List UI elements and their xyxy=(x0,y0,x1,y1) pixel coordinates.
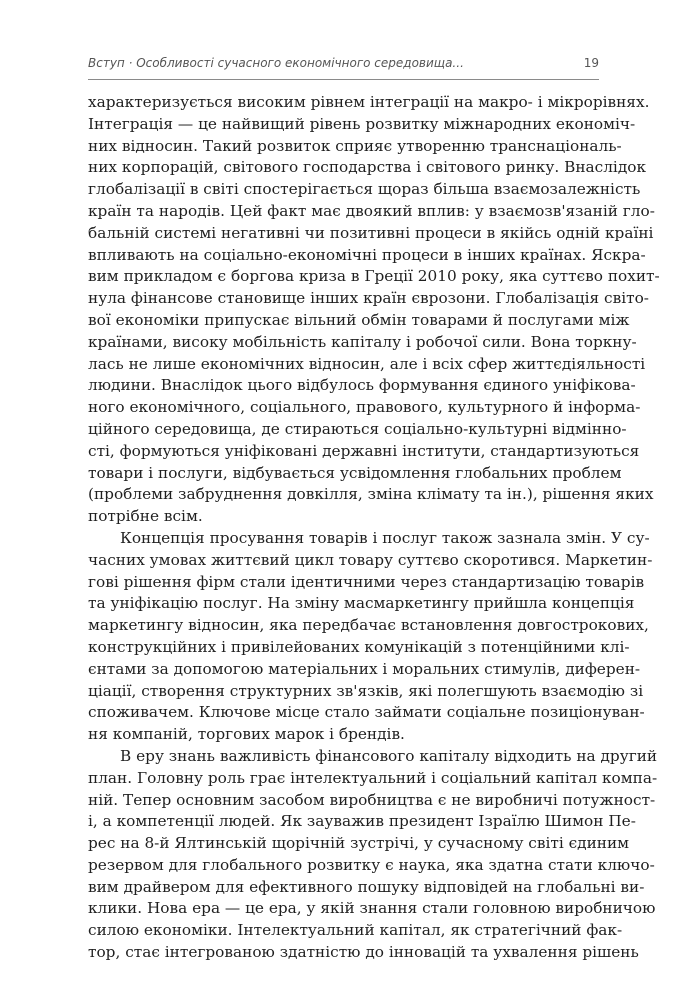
text-line: план. Головну роль грає інтелектуальний і соціальний капітал компа- xyxy=(88,768,658,787)
text-line: ня компаній, торгових марок і брендів. xyxy=(88,725,405,744)
text-line: єнтами за допомогою матеріальних і моральних стимулів, диферен- xyxy=(88,659,641,678)
text-line: часних умовах життєвий цикл товару суттєво скоротився. Маркетин- xyxy=(88,550,653,569)
text-line: потрібне всім. xyxy=(88,507,203,526)
text-line: нула фінансове становище інших країн єврозони. Глобалізація світо- xyxy=(88,289,649,308)
header-rule xyxy=(88,79,599,80)
text-line: клики. Нова ера — це ера, у якій знання стали головною виробничою xyxy=(88,899,656,918)
text-line: країн та народів. Цей факт має двоякий вплив: у взаємозв'язаній гло- xyxy=(88,201,655,220)
text-line: В еру знань важливість фінансового капіталу відходить на другий xyxy=(120,746,658,765)
text-line: рес на 8-й Ялтинській щорічній зустрічі, у сучасному світі єдиним xyxy=(88,834,630,853)
text-line: них відносин. Такий розвиток сприяє утворенню транснаціональ- xyxy=(88,136,622,155)
text-line: ній. Тепер основним засобом виробництва є не виробничі потужност- xyxy=(88,790,656,809)
page-number: 19 xyxy=(583,56,599,70)
text-line: ційного середовища, де стираються соціально-культурні відмінно- xyxy=(88,419,627,438)
text-line: ціації, створення структурних зв'язків, які полегшують взаємодію зі xyxy=(88,681,644,700)
body-text xyxy=(88,92,660,964)
text-line: Концепція просування товарів і послуг також зазнала змін. У су- xyxy=(120,528,650,547)
text-line: силою економіки. Інтелектуальний капітал, як стратегічний фак- xyxy=(88,921,623,940)
text-line: конструкційних і привілейованих комунікацій з потенційними клі- xyxy=(88,637,630,656)
running-title: Вступ · Особливості сучасного економічного середовища... xyxy=(88,56,464,70)
text-line: характеризується високим рівнем інтеграції на макро- і мікрорівнях. xyxy=(88,93,650,111)
text-line: та уніфікацію послуг. На зміну масмаркетингу прийшла концепція xyxy=(88,594,635,613)
text-line: товари і послуги, відбувається усвідомлення глобальних проблем xyxy=(88,463,622,482)
text-line: і, а компетенції людей. Як зауважив президент Ізраїлю Шимон Пе- xyxy=(88,812,636,831)
text-line: тор, стає інтегрованою здатністю до інновацій та ухвалення рішень xyxy=(88,943,639,962)
text-line: людини. Внаслідок цього відбулось формування єдиного уніфікова- xyxy=(88,376,636,395)
text-line: ного економічного, соціального, правового, культурного й інформа- xyxy=(88,398,641,417)
text-line: них корпорацій, світового господарства і світового ринку. Внаслідок xyxy=(88,158,647,177)
paragraph-2 xyxy=(88,528,653,746)
text-line: вим прикладом є боргова криза в Греції 2010 року, яка суттєво похит- xyxy=(88,267,660,286)
text-line: (проблеми забруднення довкілля, зміна клімату та ін.), рішення яких xyxy=(88,485,654,504)
text-line: гові рішення фірм стали ідентичними через стандартизацію товарів xyxy=(88,572,645,591)
text-line: вої економіки припускає вільний обмін товарами й послугами між xyxy=(88,310,630,329)
text-line: країнами, високу мобільність капіталу і робочої сили. Вона торкну- xyxy=(88,332,637,351)
text-line: маркетингу відносин, яка передбачає встановлення довгострокових, xyxy=(88,616,649,635)
text-line: глобалізації в світі спостерігається щораз більша взаємозалежність xyxy=(88,180,641,199)
text-line: споживачем. Ключове місце стало займати соціальне позиціонуван- xyxy=(88,703,645,722)
text-line: Інтеграція — це найвищий рівень розвитку міжнародних економіч- xyxy=(88,114,636,133)
running-header xyxy=(88,56,599,80)
paragraph-3 xyxy=(88,746,658,964)
text-line: бальній системі негативні чи позитивні процеси в якійсь одній країні xyxy=(88,223,654,242)
paragraph-1 xyxy=(88,92,660,528)
text-line: резервом для глобального розвитку є наука, яка здатна стати ключо- xyxy=(88,855,655,874)
text-line: лась не лише економічних відносин, але і всіх сфер життєдіяльності xyxy=(88,354,646,373)
text-line: вим драйвером для ефективного пошуку відповідей на глобальні ви- xyxy=(88,877,645,896)
text-line: впливають на соціально-економічні процеси в інших країнах. Яскра- xyxy=(88,245,646,264)
text-line: сті, формуються уніфіковані державні інститути, стандартизуються xyxy=(88,441,640,460)
